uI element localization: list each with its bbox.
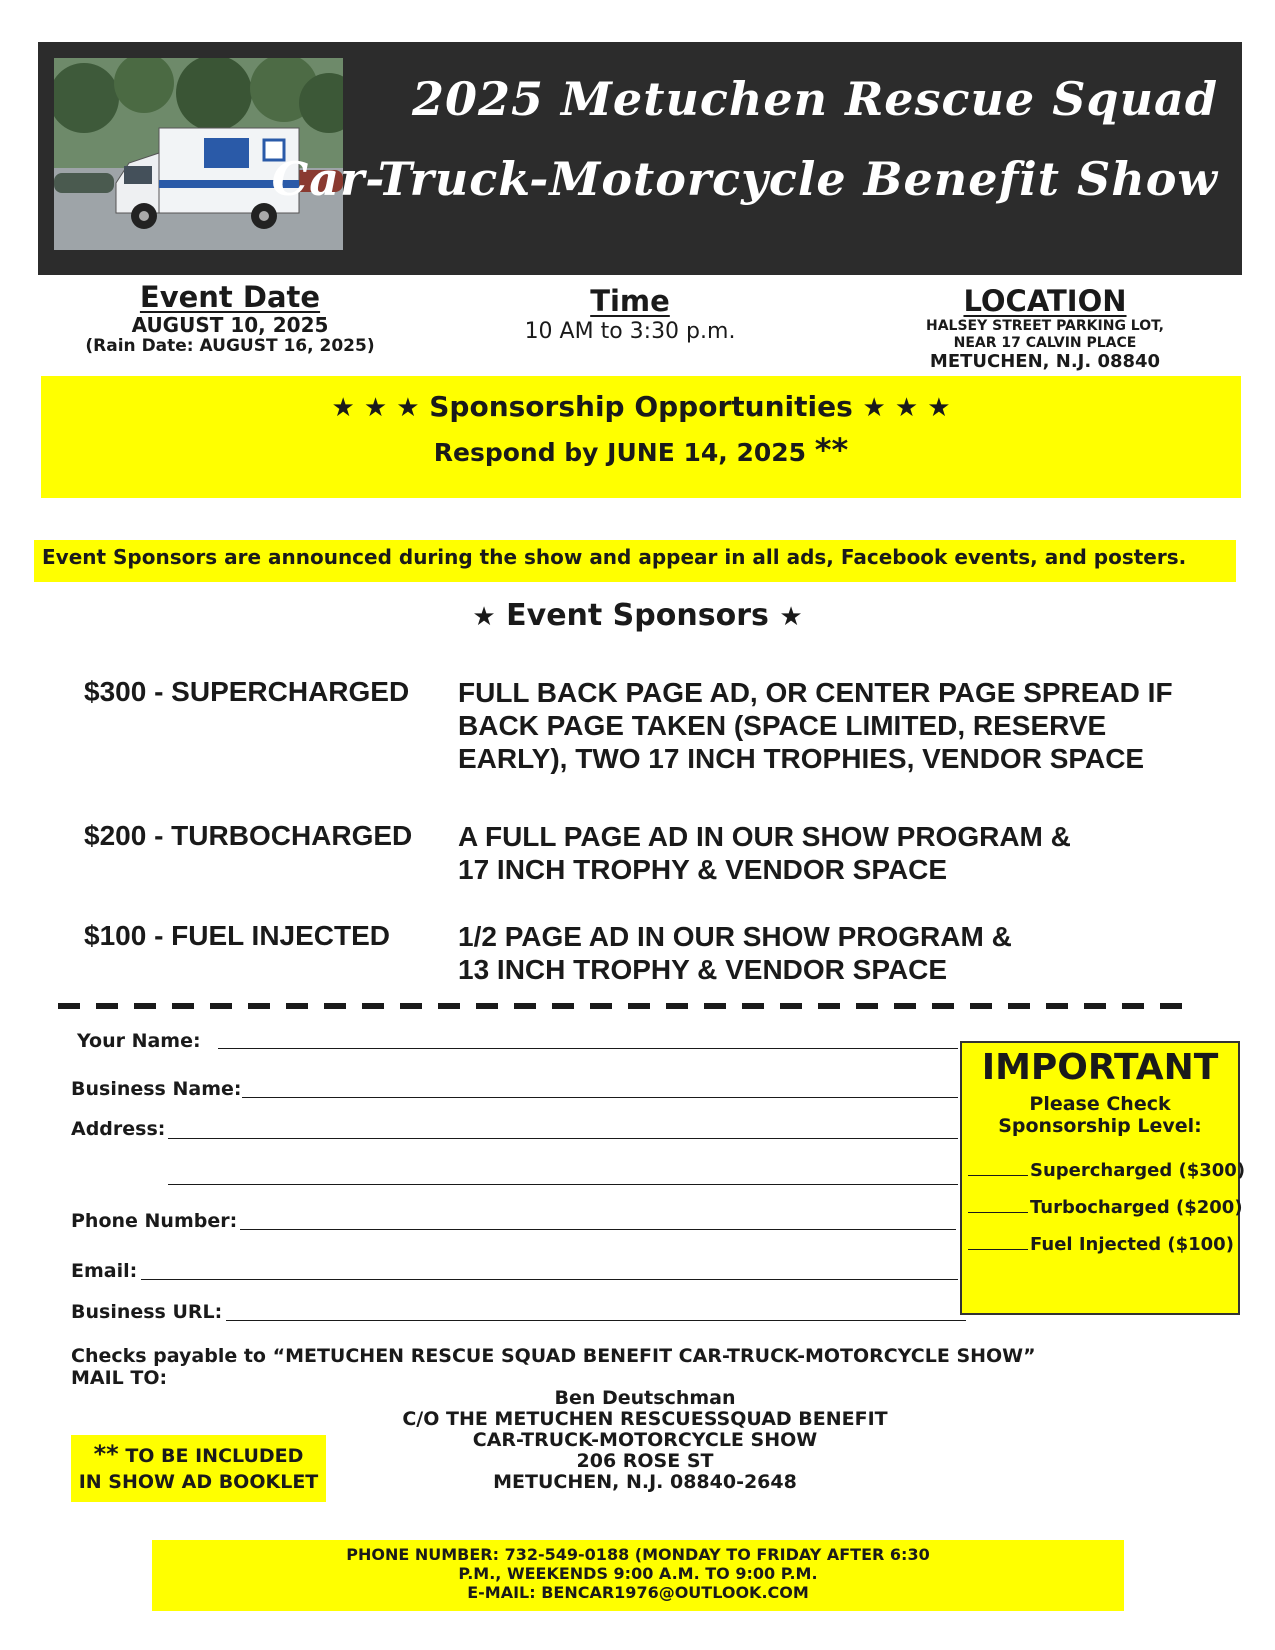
tier-name-fuel-injected: $100 - FUEL INJECTED [84, 920, 391, 951]
tier-name-turbocharged: $200 - TURBOCHARGED [84, 820, 413, 851]
tier-desc-line: FULL BACK PAGE AD, OR CENTER PAGE SPREAD IF [458, 677, 1173, 708]
address-field-line1[interactable] [168, 1138, 958, 1139]
email-label: Email: [71, 1260, 138, 1282]
check-blank[interactable] [968, 1249, 1028, 1250]
event-date-section [70, 280, 390, 356]
respond-by-row [41, 431, 1241, 469]
tier-name-supercharged: $300 - SUPERCHARGED [84, 676, 410, 707]
contact-info-box [152, 1540, 1124, 1611]
star-icon: ★ ★ ★ [862, 393, 951, 423]
event-sponsors-heading [0, 598, 1275, 633]
your-name-label: Your Name: [77, 1030, 201, 1052]
tier-desc-line: EARLY), TWO 17 INCH TROPHIES, VENDOR SPACE [458, 743, 1145, 774]
address-line: CAR-TRUCK-MOTORCYCLE SHOW [472, 1429, 818, 1451]
tier-desc-line: 17 INCH TROPHY & VENDOR SPACE [458, 854, 948, 885]
tier-desc-turbocharged [458, 820, 1238, 886]
contact-email-line: E-MAIL: BENCAR1976@OUTLOOK.COM [467, 1583, 809, 1602]
mail-to-label: MAIL TO: [71, 1367, 168, 1389]
booklet-note-line: IN SHOW AD BOOKLET [78, 1471, 319, 1493]
option-fuel-injected[interactable] [968, 1234, 1234, 1255]
tier-desc-fuel-injected [458, 920, 1238, 986]
address-label: Address: [71, 1118, 166, 1140]
important-sub-line: Sponsorship Level: [998, 1115, 1202, 1137]
check-blank[interactable] [968, 1212, 1028, 1213]
event-sponsors-title: Event Sponsors [506, 598, 769, 633]
sponsorship-title-row [41, 390, 1241, 423]
sponsorship-title: Sponsorship Opportunities [429, 390, 853, 423]
tier-desc-line: 13 INCH TROPHY & VENDOR SPACE [458, 954, 948, 985]
check-blank[interactable] [968, 1175, 1028, 1176]
location-line3: METUCHEN, N.J. 08840 [929, 351, 1161, 372]
tier-desc-line: A FULL PAGE AD IN OUR SHOW PROGRAM & [458, 821, 1071, 852]
asterisk-mark: ** [93, 1440, 119, 1468]
booklet-note-line: TO BE INCLUDED [125, 1445, 304, 1467]
address-line: 206 ROSE ST [576, 1450, 714, 1472]
address-line: Ben Deutschman [554, 1387, 736, 1409]
event-date-value: AUGUST 10, 2025 [131, 313, 329, 337]
cut-line-divider [58, 1003, 1188, 1009]
important-subheading [962, 1093, 1238, 1137]
business-url-field[interactable] [226, 1320, 966, 1321]
rain-date-value: (Rain Date: AUGUST 16, 2025) [85, 336, 375, 356]
tier-desc-line: BACK PAGE TAKEN (SPACE LIMITED, RESERVE [458, 710, 1107, 741]
option-turbocharged[interactable] [968, 1197, 1243, 1218]
option-label: Turbocharged ($200) [1030, 1197, 1243, 1218]
asterisk-mark: ** [814, 431, 849, 469]
address-line: C/O THE METUCHEN RESCUESSQUAD BENEFIT [402, 1408, 888, 1430]
header-title-line1: 2025 Metuchen Rescue Squad [411, 72, 1218, 126]
contact-phone-line: PHONE NUMBER: 732-549-0188 (MONDAY TO FRIDAY AFTER 6:30 [346, 1545, 930, 1564]
business-name-label: Business Name: [71, 1078, 242, 1100]
star-icon: ★ [472, 602, 496, 632]
important-heading: IMPORTANT [981, 1047, 1219, 1088]
star-icon: ★ [779, 602, 803, 632]
location-section [895, 284, 1195, 372]
location-line1: HALSEY STREET PARKING LOT, [925, 318, 1165, 334]
star-icon: ★ ★ ★ [331, 393, 420, 423]
tier-desc-line: 1/2 PAGE AD IN OUR SHOW PROGRAM & [458, 921, 1012, 952]
important-sub-line: Please Check [1029, 1093, 1171, 1115]
business-url-label: Business URL: [71, 1301, 223, 1323]
respond-by-text: Respond by JUNE 14, 2025 [433, 438, 807, 467]
email-field[interactable] [141, 1279, 958, 1280]
time-value: 10 AM to 3:30 p.m. [524, 319, 736, 344]
sponsorship-banner [41, 376, 1241, 498]
address-line: METUCHEN, N.J. 08840-2648 [493, 1471, 797, 1493]
option-label: Fuel Injected ($100) [1030, 1234, 1234, 1255]
option-supercharged[interactable] [968, 1160, 1245, 1181]
phone-number-field[interactable] [240, 1229, 956, 1230]
booklet-note [71, 1435, 326, 1502]
contact-hours-line: P.M., WEEKENDS 9:00 A.M. TO 9:00 P.M. [458, 1564, 818, 1583]
event-date-heading: Event Date [139, 280, 321, 314]
your-name-field[interactable] [218, 1048, 958, 1049]
payment-instructions [71, 1345, 1036, 1389]
tier-desc-supercharged [458, 676, 1238, 775]
checks-payable-text: Checks payable to “METUCHEN RESCUE SQUAD BENEFIT CAR-TRUCK-MOTORCYCLE SHOW” [71, 1345, 1036, 1367]
time-heading: Time [590, 284, 670, 318]
time-section [480, 284, 780, 346]
phone-number-label: Phone Number: [71, 1210, 238, 1232]
header-title-line2: Car-Truck-Motorcycle Benefit Show [271, 152, 1218, 206]
event-sponsors-note: Event Sponsors are announced during the show and appear in all ads, Facebook events, and posters. [34, 540, 1236, 582]
header-banner [38, 42, 1242, 275]
option-label: Supercharged ($300) [1030, 1160, 1246, 1181]
address-field-line2[interactable] [168, 1184, 958, 1185]
location-line2: NEAR 17 CALVIN PLACE [953, 335, 1137, 351]
business-name-field[interactable] [242, 1097, 958, 1098]
important-box [960, 1041, 1246, 1315]
location-heading: LOCATION [963, 284, 1127, 318]
